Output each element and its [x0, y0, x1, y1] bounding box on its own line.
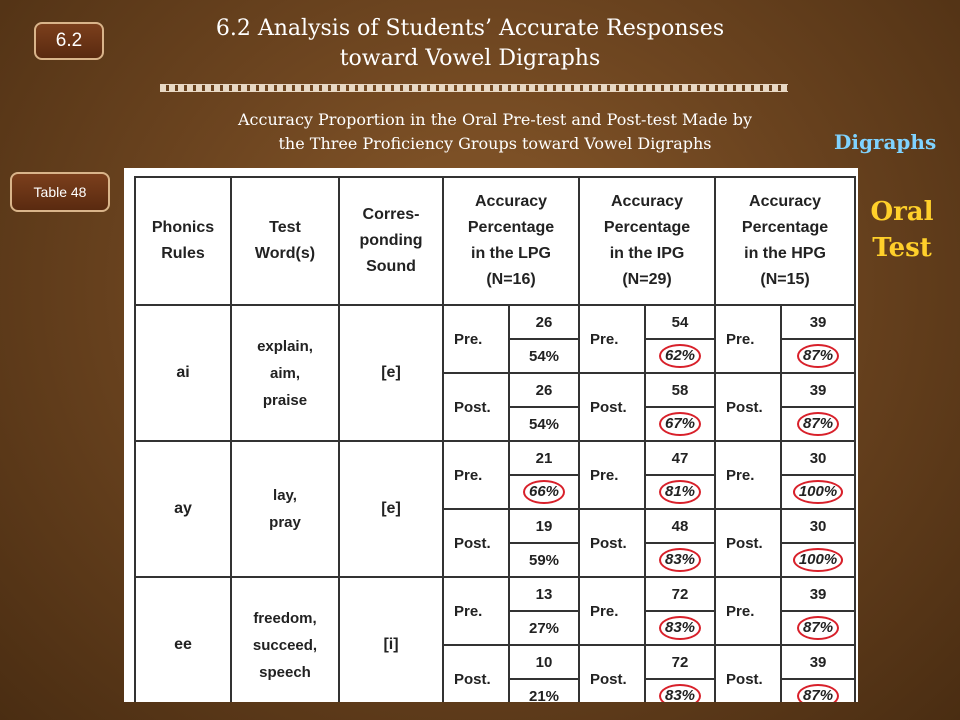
circled-percent: 83%	[659, 684, 701, 702]
table-row	[135, 441, 855, 475]
sound-cell: [e]	[339, 305, 443, 441]
pre-label: Pre.	[579, 577, 645, 645]
percent-cell	[645, 339, 715, 373]
count-cell: 39	[781, 373, 855, 407]
header-lpg	[443, 177, 579, 305]
header-text: Percentage	[603, 219, 691, 236]
header-text: Test	[269, 219, 301, 236]
header-text: Phonics	[151, 219, 215, 236]
count-cell: 54	[645, 305, 715, 339]
pre-label: Pre.	[579, 441, 645, 509]
percent-cell: 54%	[509, 339, 579, 373]
table-number-badge: Table 48	[10, 172, 110, 212]
oral-label-line-2: Test	[872, 233, 932, 263]
percent-cell: 21%	[509, 679, 579, 702]
words-cell	[231, 441, 339, 577]
word: praise	[262, 391, 308, 409]
rule-cell: ay	[135, 441, 231, 577]
table-image	[124, 168, 858, 702]
circled-percent: 87%	[797, 412, 839, 436]
count-cell: 10	[509, 645, 579, 679]
header-text: (N=15)	[760, 271, 810, 288]
rule-cell: ee	[135, 577, 231, 702]
header-test-words	[231, 177, 339, 305]
word: aim,	[269, 364, 300, 382]
count-cell: 26	[509, 373, 579, 407]
count-cell: 48	[645, 509, 715, 543]
percent-cell: 27%	[509, 611, 579, 645]
circled-percent: 66%	[523, 480, 565, 504]
header-text: Percentage	[741, 219, 829, 236]
title-divider	[160, 84, 788, 92]
header-hpg	[715, 177, 855, 305]
circled-percent: 81%	[659, 480, 701, 504]
percent-cell	[645, 611, 715, 645]
pre-label: Pre.	[715, 305, 781, 373]
pre-label: Pre.	[715, 577, 781, 645]
table-row	[135, 305, 855, 339]
header-sound	[339, 177, 443, 305]
percent-cell	[781, 475, 855, 509]
circled-percent: 87%	[797, 344, 839, 368]
post-label: Post.	[443, 509, 509, 577]
post-label: Post.	[579, 373, 645, 441]
percent-cell	[645, 679, 715, 702]
count-cell: 39	[781, 577, 855, 611]
caption-line-2: the Three Proficiency Groups toward Vowel Digraphs	[278, 134, 712, 153]
pre-label: Pre.	[443, 305, 509, 373]
pre-label: Pre.	[443, 441, 509, 509]
percent-cell	[781, 611, 855, 645]
circled-percent: 83%	[659, 616, 701, 640]
count-cell: 30	[781, 441, 855, 475]
word: freedom,	[253, 609, 317, 627]
count-cell: 13	[509, 577, 579, 611]
digraphs-label: Digraphs	[834, 130, 937, 154]
percent-cell	[781, 679, 855, 702]
header-text: Accuracy	[611, 193, 684, 210]
title-line-1: 6.2 Analysis of Students’ Accurate Responses	[215, 16, 725, 41]
word: pray	[269, 514, 301, 531]
header-text: Accuracy	[474, 193, 548, 210]
caption-line-1: Accuracy Proportion in the Oral Pre-test and Post-test Made by	[237, 110, 752, 129]
pre-label: Pre.	[579, 305, 645, 373]
rule-cell: ai	[135, 305, 231, 441]
percent-cell	[509, 475, 579, 509]
post-label: Post.	[443, 373, 509, 441]
post-label: Post.	[579, 645, 645, 702]
accuracy-table	[134, 176, 856, 702]
word: succeed,	[252, 636, 318, 654]
post-label: Post.	[715, 509, 781, 577]
count-cell: 72	[645, 577, 715, 611]
header-text: Rules	[161, 245, 205, 262]
header-text: in the IPG	[609, 245, 685, 262]
post-label: Post.	[579, 509, 645, 577]
header-ipg	[579, 177, 715, 305]
header-text: in the LPG	[471, 245, 551, 262]
percent-cell: 54%	[509, 407, 579, 441]
table-row	[135, 577, 855, 611]
percent-cell	[645, 475, 715, 509]
count-cell: 30	[781, 509, 855, 543]
count-cell: 39	[781, 305, 855, 339]
post-label: Post.	[443, 645, 509, 702]
circled-percent: 62%	[659, 344, 701, 368]
table-header-row	[135, 177, 855, 305]
sound-cell: [i]	[339, 577, 443, 702]
sound-cell: [e]	[339, 441, 443, 577]
pre-label: Pre.	[715, 441, 781, 509]
percent-cell	[781, 339, 855, 373]
words-cell	[231, 577, 339, 702]
percent-cell	[645, 407, 715, 441]
percent-cell	[781, 543, 855, 577]
words-cell	[231, 305, 339, 441]
percent-cell	[781, 407, 855, 441]
header-text: (N=29)	[622, 271, 672, 288]
circled-percent: 83%	[659, 548, 701, 572]
count-cell: 58	[645, 373, 715, 407]
header-text: in the HPG	[744, 245, 826, 262]
post-label: Post.	[715, 373, 781, 441]
section-badge: 6.2	[34, 22, 104, 60]
title-line-2: toward Vowel Digraphs	[339, 46, 601, 71]
post-label: Post.	[715, 645, 781, 702]
oral-label-line-1: Oral	[870, 197, 934, 227]
count-cell: 21	[509, 441, 579, 475]
pre-label: Pre.	[443, 577, 509, 645]
slide-title	[150, 14, 790, 74]
header-text: ponding	[359, 232, 423, 249]
header-text: Accuracy	[749, 193, 822, 210]
word: lay,	[273, 487, 297, 504]
circled-percent: 100%	[793, 480, 843, 504]
word: speech	[259, 663, 311, 681]
count-cell: 47	[645, 441, 715, 475]
header-text: Sound	[366, 258, 416, 275]
header-text: Percentage	[467, 219, 555, 236]
header-text: Word(s)	[254, 245, 316, 262]
header-phonics-rules	[135, 177, 231, 305]
circled-percent: 100%	[793, 548, 843, 572]
header-text: Corres-	[362, 206, 420, 223]
count-cell: 72	[645, 645, 715, 679]
header-text: (N=16)	[486, 271, 536, 288]
count-cell: 26	[509, 305, 579, 339]
word: explain,	[257, 337, 313, 355]
count-cell: 39	[781, 645, 855, 679]
circled-percent: 87%	[797, 616, 839, 640]
percent-cell: 59%	[509, 543, 579, 577]
percent-cell	[645, 543, 715, 577]
table-caption	[170, 108, 820, 156]
circled-percent: 87%	[797, 684, 839, 702]
circled-percent: 67%	[659, 412, 701, 436]
oral-test-label	[862, 194, 942, 266]
count-cell: 19	[509, 509, 579, 543]
